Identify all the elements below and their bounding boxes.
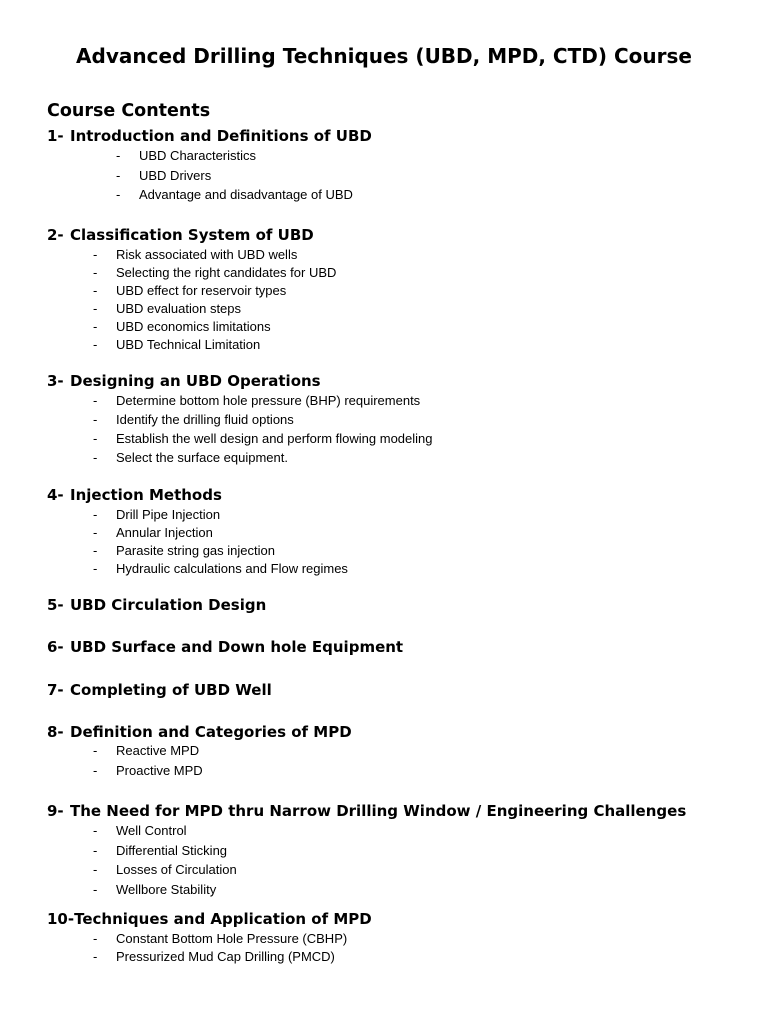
bullet-dash: - xyxy=(93,507,98,522)
section-heading-7 xyxy=(47,681,272,699)
list-item-text: Determine bottom hole pressure (BHP) requirements xyxy=(116,393,421,408)
bullet-dash: - xyxy=(93,337,98,352)
list-item-text: Losses of Circulation xyxy=(116,862,237,877)
section-number: 8- xyxy=(47,723,64,741)
bullet-dash: - xyxy=(93,412,98,427)
bullet-dash: - xyxy=(93,265,98,280)
list-item-text: UBD Technical Limitation xyxy=(116,337,261,352)
bullet-dash: - xyxy=(116,167,121,183)
section-number: 7- xyxy=(47,681,64,699)
section-title: Completing of UBD Well xyxy=(70,681,272,699)
bullet-dash: - xyxy=(93,450,98,465)
section-title: UBD Circulation Design xyxy=(70,596,267,614)
section-number: 4- xyxy=(47,486,64,504)
list-item-text: Wellbore Stability xyxy=(116,881,217,897)
bullet-dash: - xyxy=(93,763,98,778)
bullet-dash: - xyxy=(93,431,98,446)
section-number: 6- xyxy=(47,638,64,656)
bullet-dash: - xyxy=(116,187,121,202)
section-heading-5 xyxy=(47,596,266,614)
bullet-dash: - xyxy=(93,247,98,262)
bullet-dash: - xyxy=(93,931,98,946)
list-item-text: UBD Characteristics xyxy=(139,148,257,163)
bullet-dash: - xyxy=(93,393,98,408)
bullet-dash: - xyxy=(93,862,98,877)
list-item-text: Establish the well design and perform flowing modeling xyxy=(116,431,433,446)
bullet-dash: - xyxy=(93,301,98,316)
section-heading-2 xyxy=(47,226,314,244)
section-number: 5- xyxy=(47,596,64,614)
list-item-text: Advantage and disadvantage of UBD xyxy=(139,187,353,202)
section-number: 1- xyxy=(47,127,64,145)
section-number: 10- xyxy=(47,910,75,928)
section-number: 3- xyxy=(47,372,64,390)
bullet-dash: - xyxy=(93,283,98,298)
section-number: 2- xyxy=(47,226,64,244)
list-item-text: UBD evaluation steps xyxy=(116,301,242,316)
list-item-text: Annular Injection xyxy=(116,525,213,540)
list-item-text: Selecting the right candidates for UBD xyxy=(116,265,337,280)
bullet-dash: - xyxy=(93,543,98,558)
page-title: Advanced Drilling Techniques (UBD, MPD, CTD) Course xyxy=(76,44,692,68)
bullet-dash: - xyxy=(93,743,98,758)
list-item-text: UBD effect for reservoir types xyxy=(116,283,287,298)
bullet-dash: - xyxy=(116,148,121,163)
bullet-dash: - xyxy=(93,319,98,334)
section-title: Introduction and Definitions of UBD xyxy=(70,127,372,145)
list-item-text: Pressurized Mud Cap Drilling (PMCD) xyxy=(116,949,335,964)
list-item-text: Drill Pipe Injection xyxy=(116,507,221,522)
section-heading-9 xyxy=(47,802,686,820)
bullet-dash: - xyxy=(93,842,98,858)
section-heading-1 xyxy=(47,127,372,145)
section-heading-10 xyxy=(47,910,372,928)
section-title: UBD Surface and Down hole Equipment xyxy=(70,638,404,656)
section-heading-3 xyxy=(47,372,321,390)
list-item-text: Reactive MPD xyxy=(116,743,200,758)
bullet-dash: - xyxy=(93,525,98,540)
section-title: Designing an UBD Operations xyxy=(70,372,321,390)
list-item-text: Hydraulic calculations and Flow regimes xyxy=(116,561,348,576)
bullet-dash: - xyxy=(93,561,98,576)
list-item-text: Differential Sticking xyxy=(116,842,228,858)
list-item-text: Parasite string gas injection xyxy=(116,543,275,558)
list-item-text: UBD economics limitations xyxy=(116,319,271,334)
bullet-dash: - xyxy=(93,949,98,964)
course-contents-heading: Course Contents xyxy=(47,101,211,121)
section-title: Definition and Categories of MPD xyxy=(70,723,352,741)
bullet-dash: - xyxy=(93,881,98,897)
section-number: 9- xyxy=(47,802,64,820)
section-heading-6 xyxy=(47,638,403,656)
list-item-text: Well Control xyxy=(116,823,187,838)
section-title: The Need for MPD thru Narrow Drilling Window / Engineering Challenges xyxy=(70,802,687,820)
list-item-text: Select the surface equipment. xyxy=(116,450,288,465)
list-item-text: Identify the drilling fluid options xyxy=(116,412,294,427)
section-title: Classification System of UBD xyxy=(70,226,314,244)
section-heading-4 xyxy=(47,486,222,504)
list-item-text: Constant Bottom Hole Pressure (CBHP) xyxy=(116,931,348,946)
bullet-dash: - xyxy=(93,823,98,838)
section-heading-8 xyxy=(47,723,352,741)
section-title: Techniques and Application of MPD xyxy=(74,910,372,928)
list-item-text: Risk associated with UBD wells xyxy=(116,247,298,262)
list-item-text: UBD Drivers xyxy=(139,167,212,183)
list-item-text: Proactive MPD xyxy=(116,763,203,778)
section-title: Injection Methods xyxy=(70,486,222,504)
